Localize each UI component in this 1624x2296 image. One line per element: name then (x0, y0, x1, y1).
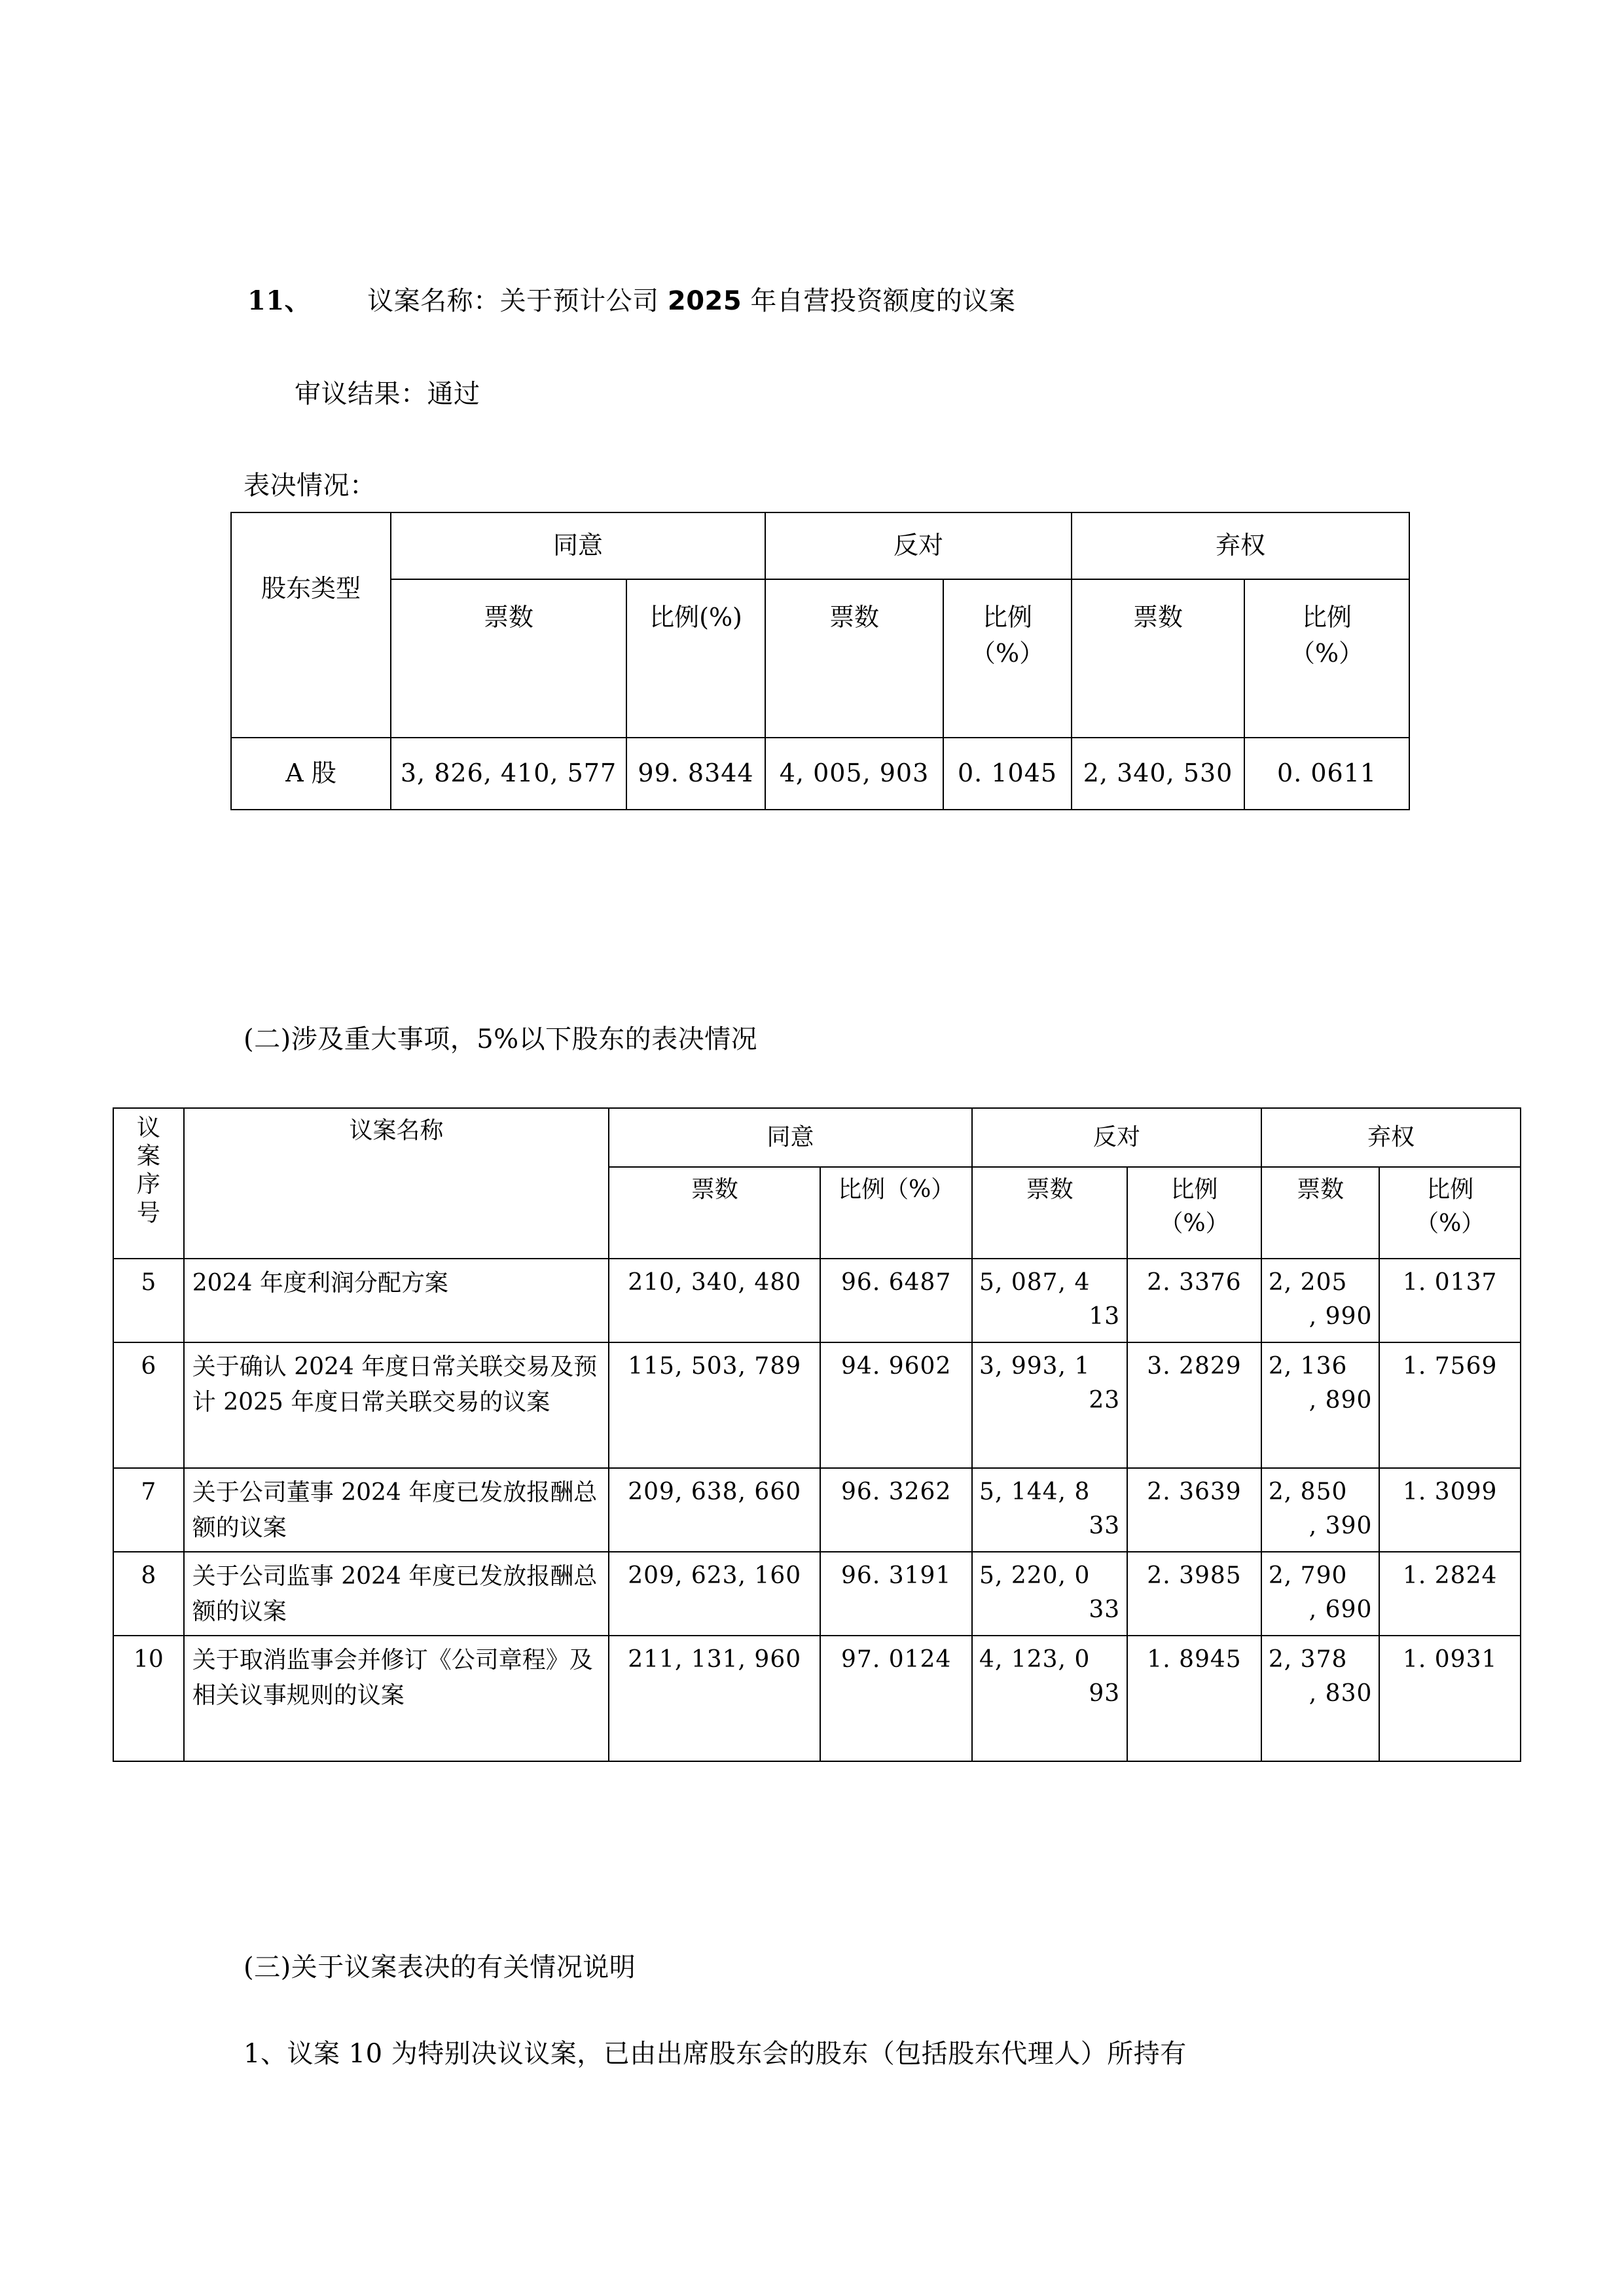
cell-agree-votes: 210, 340, 480 (609, 1259, 820, 1342)
cell-agree-votes: 209, 623, 160 (609, 1552, 820, 1636)
header-agree-votes: 票数 (391, 579, 626, 738)
section-three-heading: (三)关于议案表决的有关情况说明 (244, 1952, 636, 1982)
table-row (113, 1259, 1521, 1342)
header-seq-char-1: 案 (136, 1143, 160, 1170)
cell-abstain-ratio: 1. 0137 (1379, 1259, 1521, 1342)
cell-proposal-name: 关于取消监事会并修订《公司章程》及相关议事规则的议案 (184, 1636, 609, 1761)
cell-abstain-ratio: 1. 7569 (1379, 1342, 1521, 1468)
voting-situation-label: 表决情况： (244, 471, 376, 501)
header-abstain: 弃权 (1072, 512, 1409, 579)
minority-shareholder-voting-table (113, 1107, 1521, 1762)
header-against-ratio-line1: 比例 (1170, 1176, 1218, 1203)
proposal-item-number: 11、 (247, 285, 312, 316)
table-row (113, 1342, 1521, 1468)
header-against-votes: 票数 (972, 1167, 1127, 1259)
header-against-votes: 票数 (765, 579, 943, 738)
cell-against-votes: 3, 993, 1 23 (972, 1342, 1127, 1468)
cell-agree-ratio: 97. 0124 (820, 1636, 972, 1761)
proposal-title-year: 2025 (667, 286, 742, 316)
cell-abstain-votes: 2, 850 , 390 (1261, 1468, 1380, 1552)
header-seq-char-0: 议 (136, 1115, 160, 1141)
proposal-name-label: 议案名称： (367, 286, 500, 316)
cell-proposal-name: 关于确认 2024 年度日常关联交易及预计 2025 年度日常关联交易的议案 (184, 1342, 609, 1468)
header-against: 反对 (972, 1108, 1261, 1167)
header-agree-votes: 票数 (609, 1167, 820, 1259)
cell-against-votes: 5, 144, 8 33 (972, 1468, 1127, 1552)
header-against: 反对 (765, 512, 1072, 579)
table-row (113, 1636, 1521, 1761)
cell-seq: 7 (113, 1468, 184, 1552)
cell-abstain-votes: 2, 378 , 830 (1261, 1636, 1380, 1761)
header-abstain-votes: 票数 (1261, 1167, 1380, 1259)
header-shareholder-type: 股东类型 (231, 512, 391, 738)
cell-seq: 6 (113, 1342, 184, 1468)
header-against-ratio-line1: 比例 (983, 603, 1033, 632)
cell-agree-votes: 115, 503, 789 (609, 1342, 820, 1468)
header-agree: 同意 (391, 512, 765, 579)
cell-abstain-ratio: 1. 2824 (1379, 1552, 1521, 1636)
note-item-1: 1、议案 10 为特别决议议案，已由出席股东会的股东（包括股东代理人）所持有 (244, 2039, 1187, 2069)
cell-proposal-name: 关于公司监事 2024 年度已发放报酬总额的议案 (184, 1552, 609, 1636)
header-against-ratio (943, 579, 1072, 738)
cell-agree-ratio: 96. 3191 (820, 1552, 972, 1636)
cell-abstain-votes: 2, 340, 530 (1072, 738, 1244, 810)
cell-agree-ratio: 99. 8344 (626, 738, 765, 810)
cell-against-votes: 5, 220, 0 33 (972, 1552, 1127, 1636)
cell-seq: 5 (113, 1259, 184, 1342)
cell-abstain-votes: 2, 136 , 890 (1261, 1342, 1380, 1468)
header-against-ratio (1127, 1167, 1261, 1259)
header-proposal-seq (113, 1108, 184, 1259)
table-one-header-row-group (231, 512, 1409, 579)
proposal-item-heading (247, 281, 1015, 321)
cell-proposal-name: 2024 年度利润分配方案 (184, 1259, 609, 1342)
cell-agree-ratio: 96. 3262 (820, 1468, 972, 1552)
cell-agree-votes: 211, 131, 960 (609, 1636, 820, 1761)
cell-against-votes: 5, 087, 4 13 (972, 1259, 1127, 1342)
cell-seq: 8 (113, 1552, 184, 1636)
table-row (113, 1468, 1521, 1552)
cell-abstain-ratio: 1. 3099 (1379, 1468, 1521, 1552)
section-two-heading: (二)涉及重大事项，5%以下股东的表决情况 (244, 1024, 758, 1054)
cell-against-ratio: 1. 8945 (1127, 1636, 1261, 1761)
cell-against-ratio: 2. 3985 (1127, 1552, 1261, 1636)
cell-abstain-ratio: 1. 0931 (1379, 1636, 1521, 1761)
header-agree-ratio: 比例（%） (820, 1167, 972, 1259)
review-result-line: 审议结果：通过 (295, 379, 480, 409)
header-abstain-ratio-line1: 比例 (1426, 1176, 1474, 1203)
header-abstain-ratio-line2: （%） (1415, 1210, 1485, 1238)
header-against-ratio-line2: （%） (1159, 1210, 1229, 1238)
header-abstain-ratio-line2: （%） (1290, 639, 1364, 668)
header-abstain: 弃权 (1261, 1108, 1521, 1167)
cell-agree-votes: 3, 826, 410, 577 (391, 738, 626, 810)
header-abstain-ratio-line1: 比例 (1302, 603, 1352, 632)
cell-agree-ratio: 94. 9602 (820, 1342, 972, 1468)
table-two-header-row-group (113, 1108, 1521, 1167)
cell-against-ratio: 0. 1045 (943, 738, 1072, 810)
cell-agree-ratio: 96. 6487 (820, 1259, 972, 1342)
header-agree-ratio: 比例(%) (626, 579, 765, 738)
cell-proposal-name: 关于公司董事 2024 年度已发放报酬总额的议案 (184, 1468, 609, 1552)
cell-abstain-ratio: 0. 0611 (1244, 738, 1409, 810)
header-seq-char-3: 号 (136, 1199, 160, 1227)
cell-abstain-votes: 2, 790 , 690 (1261, 1552, 1380, 1636)
header-agree: 同意 (609, 1108, 972, 1167)
header-against-ratio-line2: （%） (970, 639, 1045, 668)
proposal-title-part-a: 关于预计公司 (499, 286, 668, 316)
cell-shareholder-type: A 股 (231, 738, 391, 810)
cell-against-ratio: 3. 2829 (1127, 1342, 1261, 1468)
cell-against-ratio: 2. 3639 (1127, 1468, 1261, 1552)
header-seq-char-2: 序 (136, 1171, 160, 1198)
header-abstain-ratio (1379, 1167, 1521, 1259)
cell-against-votes: 4, 005, 903 (765, 738, 943, 810)
header-abstain-votes: 票数 (1072, 579, 1244, 738)
table-one-header-row-sub (231, 579, 1409, 738)
cell-seq: 10 (113, 1636, 184, 1761)
table-row (231, 738, 1409, 810)
proposal-title-part-b: 年自营投资额度的议案 (742, 286, 1016, 316)
header-proposal-name: 议案名称 (184, 1108, 609, 1259)
voting-results-table (230, 512, 1410, 810)
header-abstain-ratio (1244, 579, 1409, 738)
cell-agree-votes: 209, 638, 660 (609, 1468, 820, 1552)
cell-against-ratio: 2. 3376 (1127, 1259, 1261, 1342)
cell-against-votes: 4, 123, 0 93 (972, 1636, 1127, 1761)
cell-abstain-votes: 2, 205 , 990 (1261, 1259, 1380, 1342)
table-row (113, 1552, 1521, 1636)
